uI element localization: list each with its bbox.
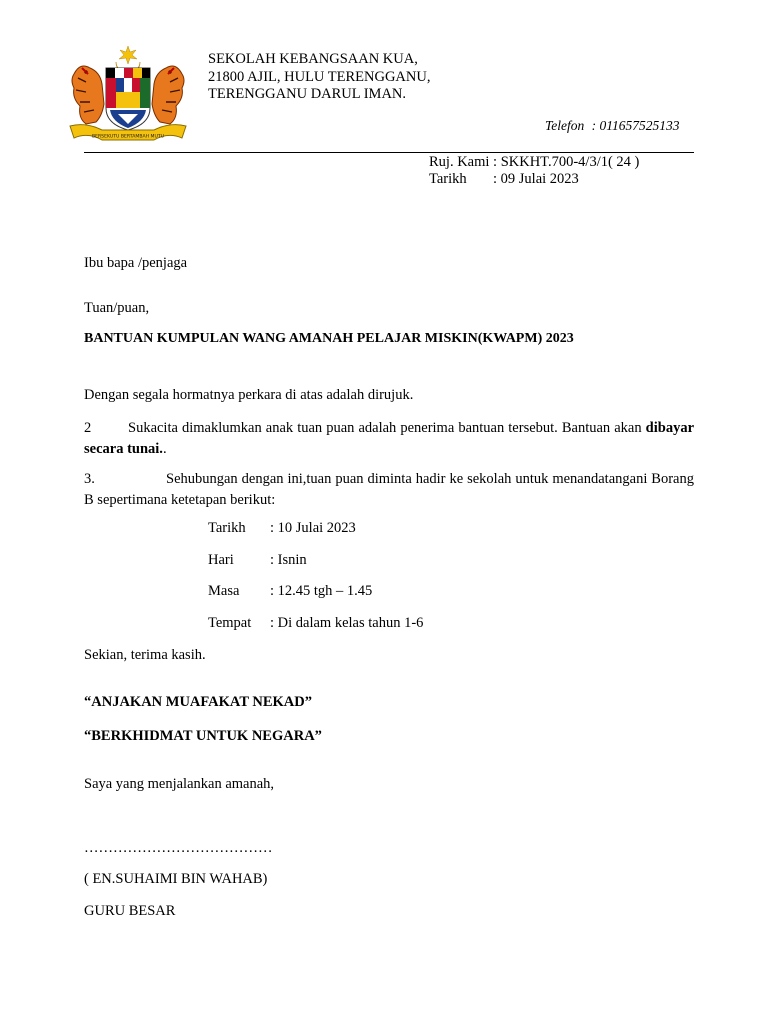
telefon-label: Telefon <box>545 118 585 133</box>
school-name: SEKOLAH KEBANGSAAN KUA, <box>208 51 418 67</box>
detail-value: : 10 Julai 2023 <box>270 520 356 536</box>
paragraph-2-text: Sukacita dimaklumkan anak tuan puan adalah penerima bantuan tersebut. Bantuan akan <box>128 420 642 436</box>
signer-position: GURU BESAR <box>84 903 176 919</box>
signature-dots: ………………………………… <box>84 840 273 856</box>
detail-row-hari <box>208 552 307 569</box>
ref-line <box>429 154 639 171</box>
detail-label: Masa <box>208 583 240 599</box>
school-address-2: TERENGGANU DARUL IMAN. <box>208 86 407 102</box>
paragraph-3-text: Sehubungan dengan ini,tuan puan diminta hadir ke sekolah untuk menandatangani Borang B sepertimana ketetapan berikut: <box>84 471 694 508</box>
telefon-value: : 011657525133 <box>591 118 680 133</box>
telefon <box>545 118 680 134</box>
detail-row-tarikh <box>208 520 356 537</box>
school-address-1: 21800 AJIL, HULU TERENGGANU, <box>208 69 431 85</box>
detail-value: : Di dalam kelas tahun 1-6 <box>270 615 424 631</box>
detail-row-tempat <box>208 615 423 632</box>
detail-row-masa <box>208 583 372 600</box>
crest-banner-text: BERSEKUTU BERTAMBAH MUTU <box>91 134 165 140</box>
detail-label: Tarikh <box>208 520 246 536</box>
detail-label: Tempat <box>208 615 252 631</box>
signer-name: ( EN.SUHAIMI BIN WAHAB) <box>84 871 268 887</box>
recipient: Ibu bapa /penjaga <box>84 255 188 271</box>
ruj-value: : SKKHT.700-4/3/1( 24 ) <box>493 154 640 170</box>
motto-2: “BERKHIDMAT UNTUK NEGARA” <box>84 728 322 744</box>
motto-1: “ANJAKAN MUAFAKAT NEKAD” <box>84 694 312 710</box>
subject-heading: BANTUAN KUMPULAN WANG AMANAH PELAJAR MISKIN(KWAPM) 2023 <box>84 331 574 346</box>
detail-value: : Isnin <box>270 552 307 568</box>
paragraph-2 <box>84 418 694 460</box>
coat-of-arms-logo <box>66 44 190 144</box>
paragraph-3 <box>84 469 694 511</box>
paragraph-2-end: . <box>162 441 167 457</box>
tarikh-label: Tarikh <box>429 171 467 187</box>
detail-label: Hari <box>208 552 234 568</box>
paragraph-2-bold: dibayar secara tunai. <box>84 420 695 457</box>
closing: Sekian, terima kasih. <box>84 647 206 663</box>
paragraph-1: Dengan segala hormatnya perkara di atas adalah dirujuk. <box>84 387 414 403</box>
sign-intro: Saya yang menjalankan amanah, <box>84 776 275 792</box>
paragraph-2-number: 2 <box>84 420 92 436</box>
header-divider <box>84 152 694 153</box>
tarikh-value: : 09 Julai 2023 <box>493 171 579 187</box>
salutation: Tuan/puan, <box>84 300 150 316</box>
ruj-label: Ruj. Kami <box>429 154 490 170</box>
paragraph-3-number: 3. <box>84 471 95 487</box>
detail-value: : 12.45 tgh – 1.45 <box>270 583 373 599</box>
tarikh-line <box>429 171 579 188</box>
